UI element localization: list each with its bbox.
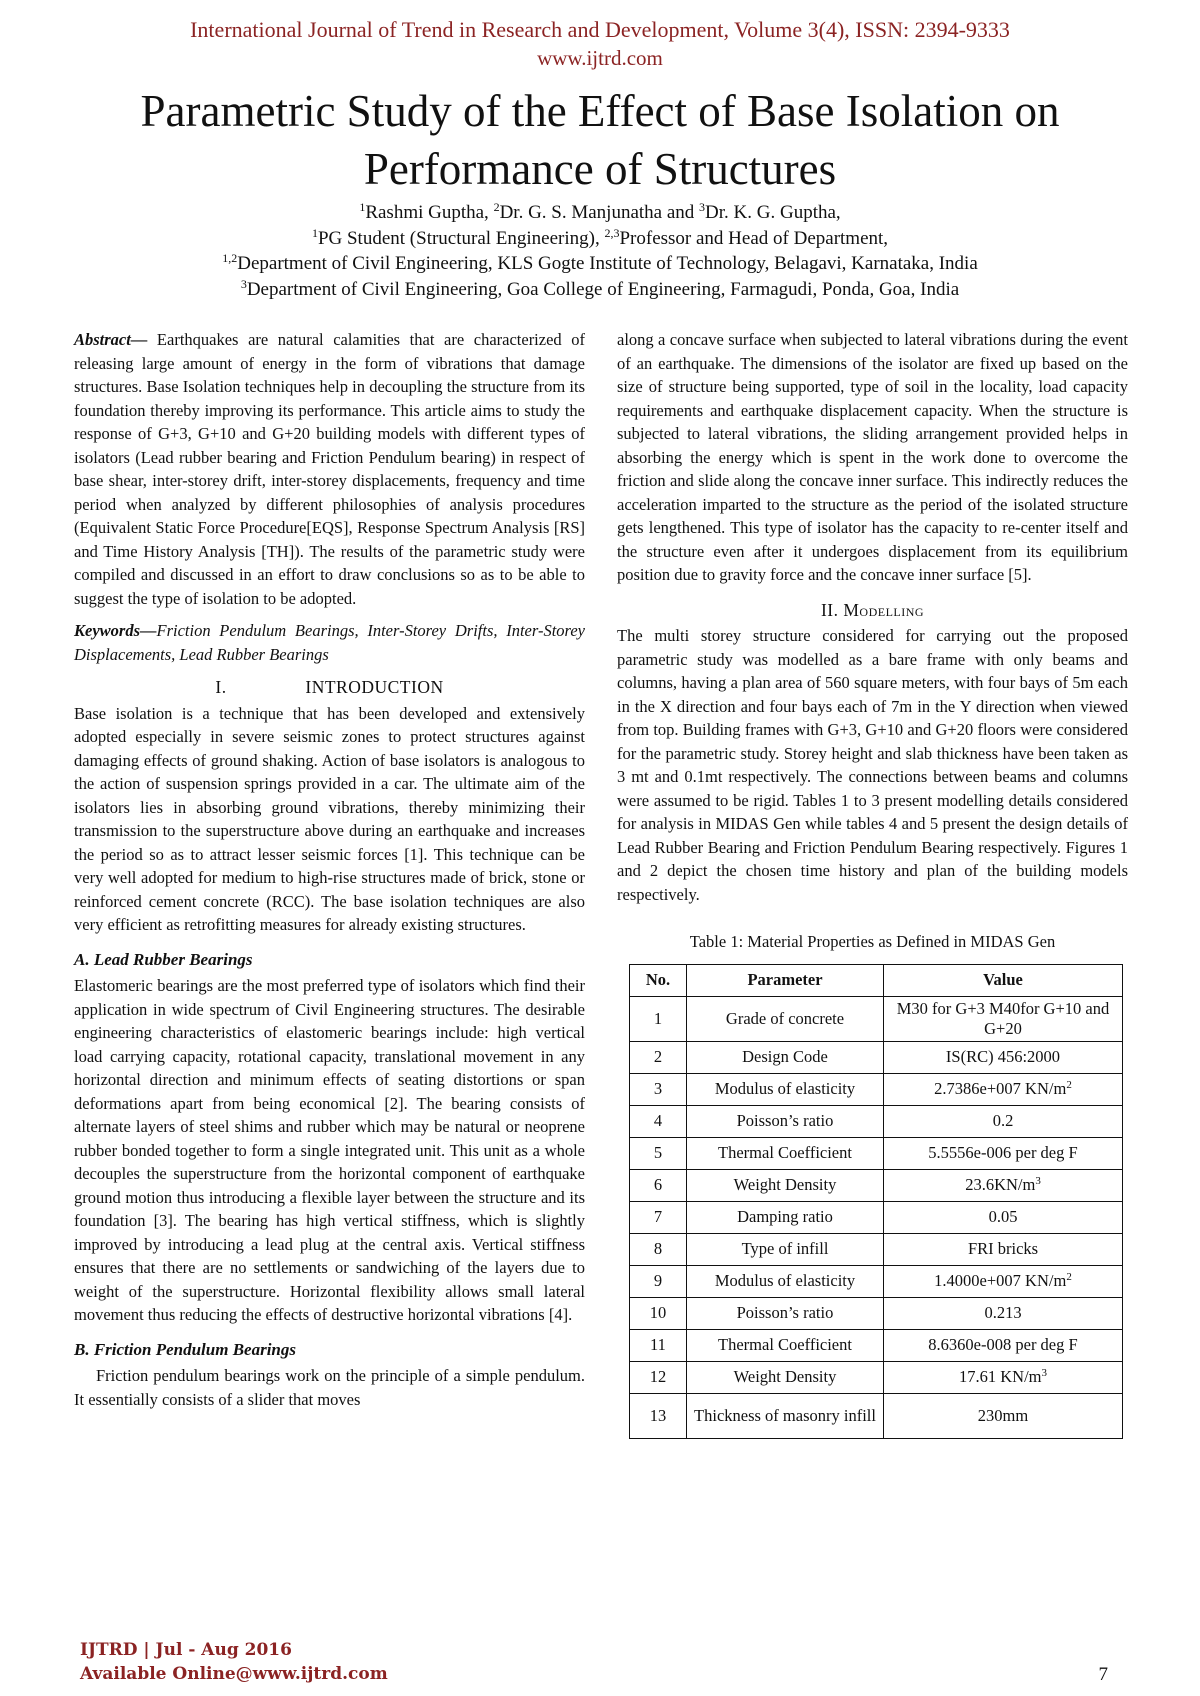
cell-value: 0.213 xyxy=(884,1297,1123,1329)
cell-value: 1.4000e+007 $KN/m^2$ xyxy=(884,1265,1123,1297)
table-row xyxy=(630,1041,1123,1073)
cell-parameter: Thermal Coefficient xyxy=(687,1329,884,1361)
cell-value: 0.2 xyxy=(884,1105,1123,1137)
table-row xyxy=(630,1169,1123,1201)
cell-no: 9 xyxy=(630,1265,687,1297)
section-heading-introduction: I. INTRODUCTION xyxy=(215,677,444,697)
material-properties-table xyxy=(629,964,1123,1439)
cell-parameter: Poisson’s ratio xyxy=(687,1297,884,1329)
cell-parameter: Grade of concrete xyxy=(687,996,884,1041)
table-row xyxy=(630,1201,1123,1233)
table-row xyxy=(630,1137,1123,1169)
header-parameter: Parameter xyxy=(687,964,884,996)
table-row xyxy=(630,1073,1123,1105)
cell-parameter: Weight Density xyxy=(687,1169,884,1201)
cell-parameter: Poisson’s ratio xyxy=(687,1105,884,1137)
cell-parameter: Design Code xyxy=(687,1041,884,1073)
cell-parameter: Modulus of elasticity xyxy=(687,1265,884,1297)
table-caption: Table 1: Material Properties as Defined in MIDAS Gen xyxy=(689,932,1056,951)
header-no: No. xyxy=(630,964,687,996)
cell-no: 12 xyxy=(630,1361,687,1393)
friction-paragraph-start: Friction pendulum bearings work on the principle of a simple pendulum. It essentially consists of a slider that moves xyxy=(74,1366,585,1409)
cell-value: $23.6KN/m^3$ xyxy=(884,1169,1123,1201)
journal-header xyxy=(0,16,1200,72)
cell-no: 6 xyxy=(630,1169,687,1201)
cell-no: 13 xyxy=(630,1393,687,1438)
cell-value: 5.5556e-006 per deg F xyxy=(884,1137,1123,1169)
table-row xyxy=(630,996,1123,1041)
paper-title xyxy=(60,82,1140,198)
footer-online: Available Online@www.ijtrd.com xyxy=(80,1664,388,1684)
affiliation-2: $^3$Department of Civil Engineering, Goa College of Engineering, Farmagudi, Ponda, Goa, India xyxy=(240,276,960,300)
cell-parameter: Thickness of masonry infill xyxy=(687,1393,884,1438)
cell-value: 2.7386e+007 $KN/m^2$ xyxy=(884,1073,1123,1105)
cell-no: 4 xyxy=(630,1105,687,1137)
table-row xyxy=(630,1329,1123,1361)
title-line-2: Performance of Structures xyxy=(363,144,837,194)
right-column xyxy=(617,328,1128,1439)
keywords-text: Friction Pendulum Bearings, Inter-Storey Drifts, Inter-Storey Displacements, Lead Rubber Bearings xyxy=(74,621,585,664)
intro-paragraph: Base isolation is a technique that has been developed and extensively adopted especially in severe seismic zones to protect structures against damaging effects of ground shaking. Action of base isolators is analogous to the action of suspension springs provided in a car. The ultimate aim of the isolators lies in absorbing ground vibrations, thereby minimizing their transmission to the superstructure above during an earthquake and increases the period so as to attract lesser seismic forces [1]. This technique can be very well adopted for medium to high-rise structures made of brick, stone or reinforced cement concrete (RCC). The base isolation techniques are also very efficient as retrofitting measures for already existing structures. xyxy=(74,703,585,934)
cell-no: 10 xyxy=(630,1297,687,1329)
subsection-heading-lead-rubber: A. Lead Rubber Bearings xyxy=(74,949,253,969)
friction-paragraph-continued: along a concave surface when subjected to lateral vibrations during the event of an earthquake. The dimensions of the isolator are fixed up based on the size of structure being supported, type of soil in the locality, load capacity requirements and earthquake displacement capacity. When the structure is subjected to lateral vibrations, the sliding arrangement provided helps in absorbing the energy which is spent in the work done to overcome the friction and slide along the concave inner surface. This indirectly reduces the acceleration imparted to the structure as the period of the isolated structure gets lengthened. This type of isolator has the capacity to re-center itself and the structure even after it undergoes displacement from its equilibrium position due to gravity force and the concave inner surface [5]. xyxy=(617,330,1128,584)
section-heading-modelling: II. Modelling xyxy=(820,599,925,620)
cell-value: 0.05 xyxy=(884,1201,1123,1233)
subsection-heading-friction-pendulum: B. Friction Pendulum Bearings xyxy=(74,1339,296,1359)
cell-parameter: Type of infill xyxy=(687,1233,884,1265)
left-column xyxy=(74,328,585,1411)
table-row xyxy=(630,1265,1123,1297)
cell-value: FRI bricks xyxy=(884,1233,1123,1265)
cell-value: 8.6360e-008 per deg F xyxy=(884,1329,1123,1361)
abstract xyxy=(74,328,585,610)
footer xyxy=(80,1638,388,1686)
author-roles: $^1$PG Student (Structural Engineering), $^{2,3}$Professor and Head of Department, xyxy=(311,225,889,249)
cell-value: IS(RC) 456:2000 xyxy=(884,1041,1123,1073)
header-value: Value xyxy=(884,964,1123,996)
cell-parameter: Damping ratio xyxy=(687,1201,884,1233)
lead-rubber-paragraph: Elastomeric bearings are the most preferred type of isolators which find their application in wide spectrum of Civil Engineering structures. The desirable engineering characteristics of elastomeric bearings include: high vertical load carrying capacity, rotational capacity, translational movement in any horizontal direction and minimum effects of seating distortions or span deformations apart from being economical [2]. The bearing consists of alternate layers of steel shims and rubber which may be natural or neoprene rubber bonded together to form a single integrated unit. This unit as a whole decouples the superstructure from the horizontal component of earthquake ground motion thus introducing a flexible layer between the structure and its foundation [3]. The bearing has high vertical stiffness, which is slightly improved by introducing a lead plug at the central axis. Vertical stiffness ensures that there are no settlements or sandwiching of the layers due to weight of the superstructure. Horizontal flexibility allows small lateral movement thus reducing the effects of destructive horizontal vibrations [4]. xyxy=(74,976,585,1324)
author-block xyxy=(60,200,1140,302)
author-names: $^1$Rashmi Guptha, $^2$Dr. G. S. Manjunatha and $^3$Dr. K. G. Guptha, xyxy=(359,200,841,223)
table-row xyxy=(630,1105,1123,1137)
title-line-1: Parametric Study of the Effect of Base Isolation on xyxy=(140,86,1060,136)
keywords-label: Keywords— xyxy=(74,621,157,640)
cell-parameter: Thermal Coefficient xyxy=(687,1137,884,1169)
keywords xyxy=(74,619,585,666)
cell-no: 5 xyxy=(630,1137,687,1169)
cell-value: 17.61 $KN/m^3$ xyxy=(884,1361,1123,1393)
cell-value: 230mm xyxy=(884,1393,1123,1438)
cell-no: 7 xyxy=(630,1201,687,1233)
abstract-label: Abstract— xyxy=(74,330,148,349)
journal-name: International Journal of Trend in Research and Development, Volume 3(4), ISSN: 2394-9333 xyxy=(190,17,1010,42)
affiliation-1: $^{1,2}$Department of Civil Engineering, KLS Gogte Institute of Technology, Belagavi, Karnataka, India xyxy=(222,251,978,274)
cell-parameter: Weight Density xyxy=(687,1361,884,1393)
table-row xyxy=(630,1297,1123,1329)
abstract-text: Earthquakes are natural calamities that are characterized of releasing large amount of energy in the form of vibrations that damage structures. Base Isolation techniques help in decoupling the structure from its foundation thereby improving its performance. This article aims to study the response of G+3, G+10 and G+20 building models with different types of isolators (Lead rubber bearing and Friction Pendulum bearing) in respect of base shear, inter-storey drift, inter-storey displacements, frequency and time period when analyzed by different philosophies of analysis procedures (Equivalent Static Force Procedure[EQS], Response Spectrum Analysis [RS] and Time History Analysis [TH]). The results of the parametric study were compiled and discussed in an effort to draw conclusions so as to be able to suggest the type of isolation to be adopted. xyxy=(74,330,585,608)
table-row xyxy=(630,1233,1123,1265)
table-row xyxy=(630,1361,1123,1393)
cell-no: 3 xyxy=(630,1073,687,1105)
table-row xyxy=(630,1393,1123,1438)
modelling-paragraph: The multi storey structure considered for carrying out the proposed parametric study was modelled as a bare frame with only beams and columns, having a plan area of 560 square meters, with four bays of 5m each in the X direction and four bays each of 7m in the Y direction when viewed from top. Building frames with G+3, G+10 and G+20 floors were considered for the parametric study. Storey height and slab thickness have been taken as 3 mt and 0.1mt respectively. The connections between beams and columns were assumed to be rigid. Tables 1 to 3 present modelling details considered for analysis in MIDAS Gen while tables 4 and 5 present the design details of Lead Rubber Bearing and Friction Pendulum Bearing respectively. Figures 1 and 2 depict the chosen time history and plan of the building models respectively. xyxy=(617,626,1128,904)
page-number: 7 xyxy=(1098,1664,1108,1685)
table-header-row xyxy=(630,964,1123,996)
cell-no: 1 xyxy=(630,996,687,1041)
journal-url: www.ijtrd.com xyxy=(537,46,663,70)
cell-no: 8 xyxy=(630,1233,687,1265)
footer-issue: IJTRD | Jul - Aug 2016 xyxy=(80,1640,292,1660)
cell-value: M30 for G+3 M40for G+10 and G+20 xyxy=(884,996,1123,1041)
cell-no: 11 xyxy=(630,1329,687,1361)
cell-parameter: Modulus of elasticity xyxy=(687,1073,884,1105)
cell-no: 2 xyxy=(630,1041,687,1073)
